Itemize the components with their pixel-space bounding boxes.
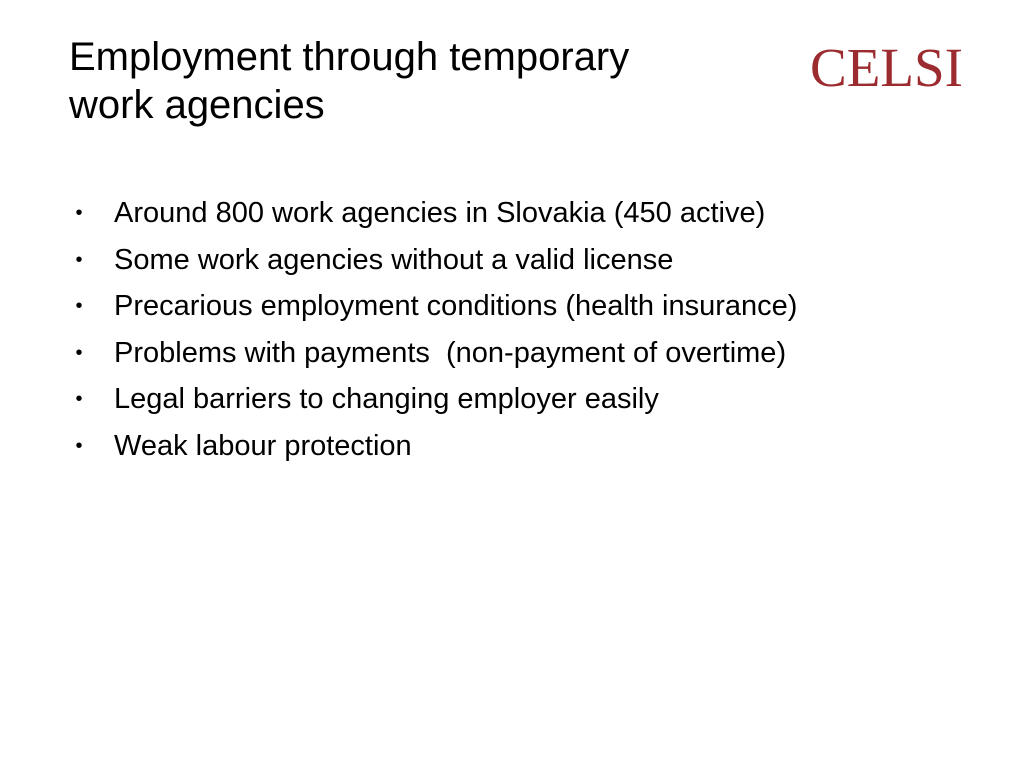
bullet-marker: • xyxy=(75,434,83,457)
bullet-text: Problems with payments (non-payment of overtime) xyxy=(114,336,787,369)
bullet-marker: • xyxy=(75,202,83,224)
list-item xyxy=(0,423,412,470)
bullet-text: Some work agencies without a valid license xyxy=(114,243,674,276)
bullet-text: Around 800 work agencies in Slovakia (450 active) xyxy=(114,197,766,229)
celsi-logo-graphic xyxy=(810,40,965,90)
celsi-logo xyxy=(810,40,965,90)
list-item xyxy=(0,330,787,377)
bullet-marker: • xyxy=(75,295,83,317)
title-line-2: work agencies xyxy=(69,83,325,127)
bullet-text: Precarious employment conditions (health insurance) xyxy=(114,290,798,322)
bullet-marker: • xyxy=(75,248,83,271)
bullet-text: Weak labour protection xyxy=(114,429,412,462)
bullet-marker: • xyxy=(75,388,83,410)
celsi-logo-text: CELSI xyxy=(810,40,963,90)
slide-title xyxy=(69,33,769,129)
list-item xyxy=(0,376,659,423)
bullet-text: Legal barriers to changing employer easily xyxy=(114,383,659,415)
bullet-marker: • xyxy=(75,341,83,364)
list-item xyxy=(0,237,674,284)
list-item xyxy=(0,190,766,237)
bullet-list xyxy=(0,190,798,469)
list-item xyxy=(0,283,798,330)
title-line-1: Employment through temporary xyxy=(69,35,630,79)
